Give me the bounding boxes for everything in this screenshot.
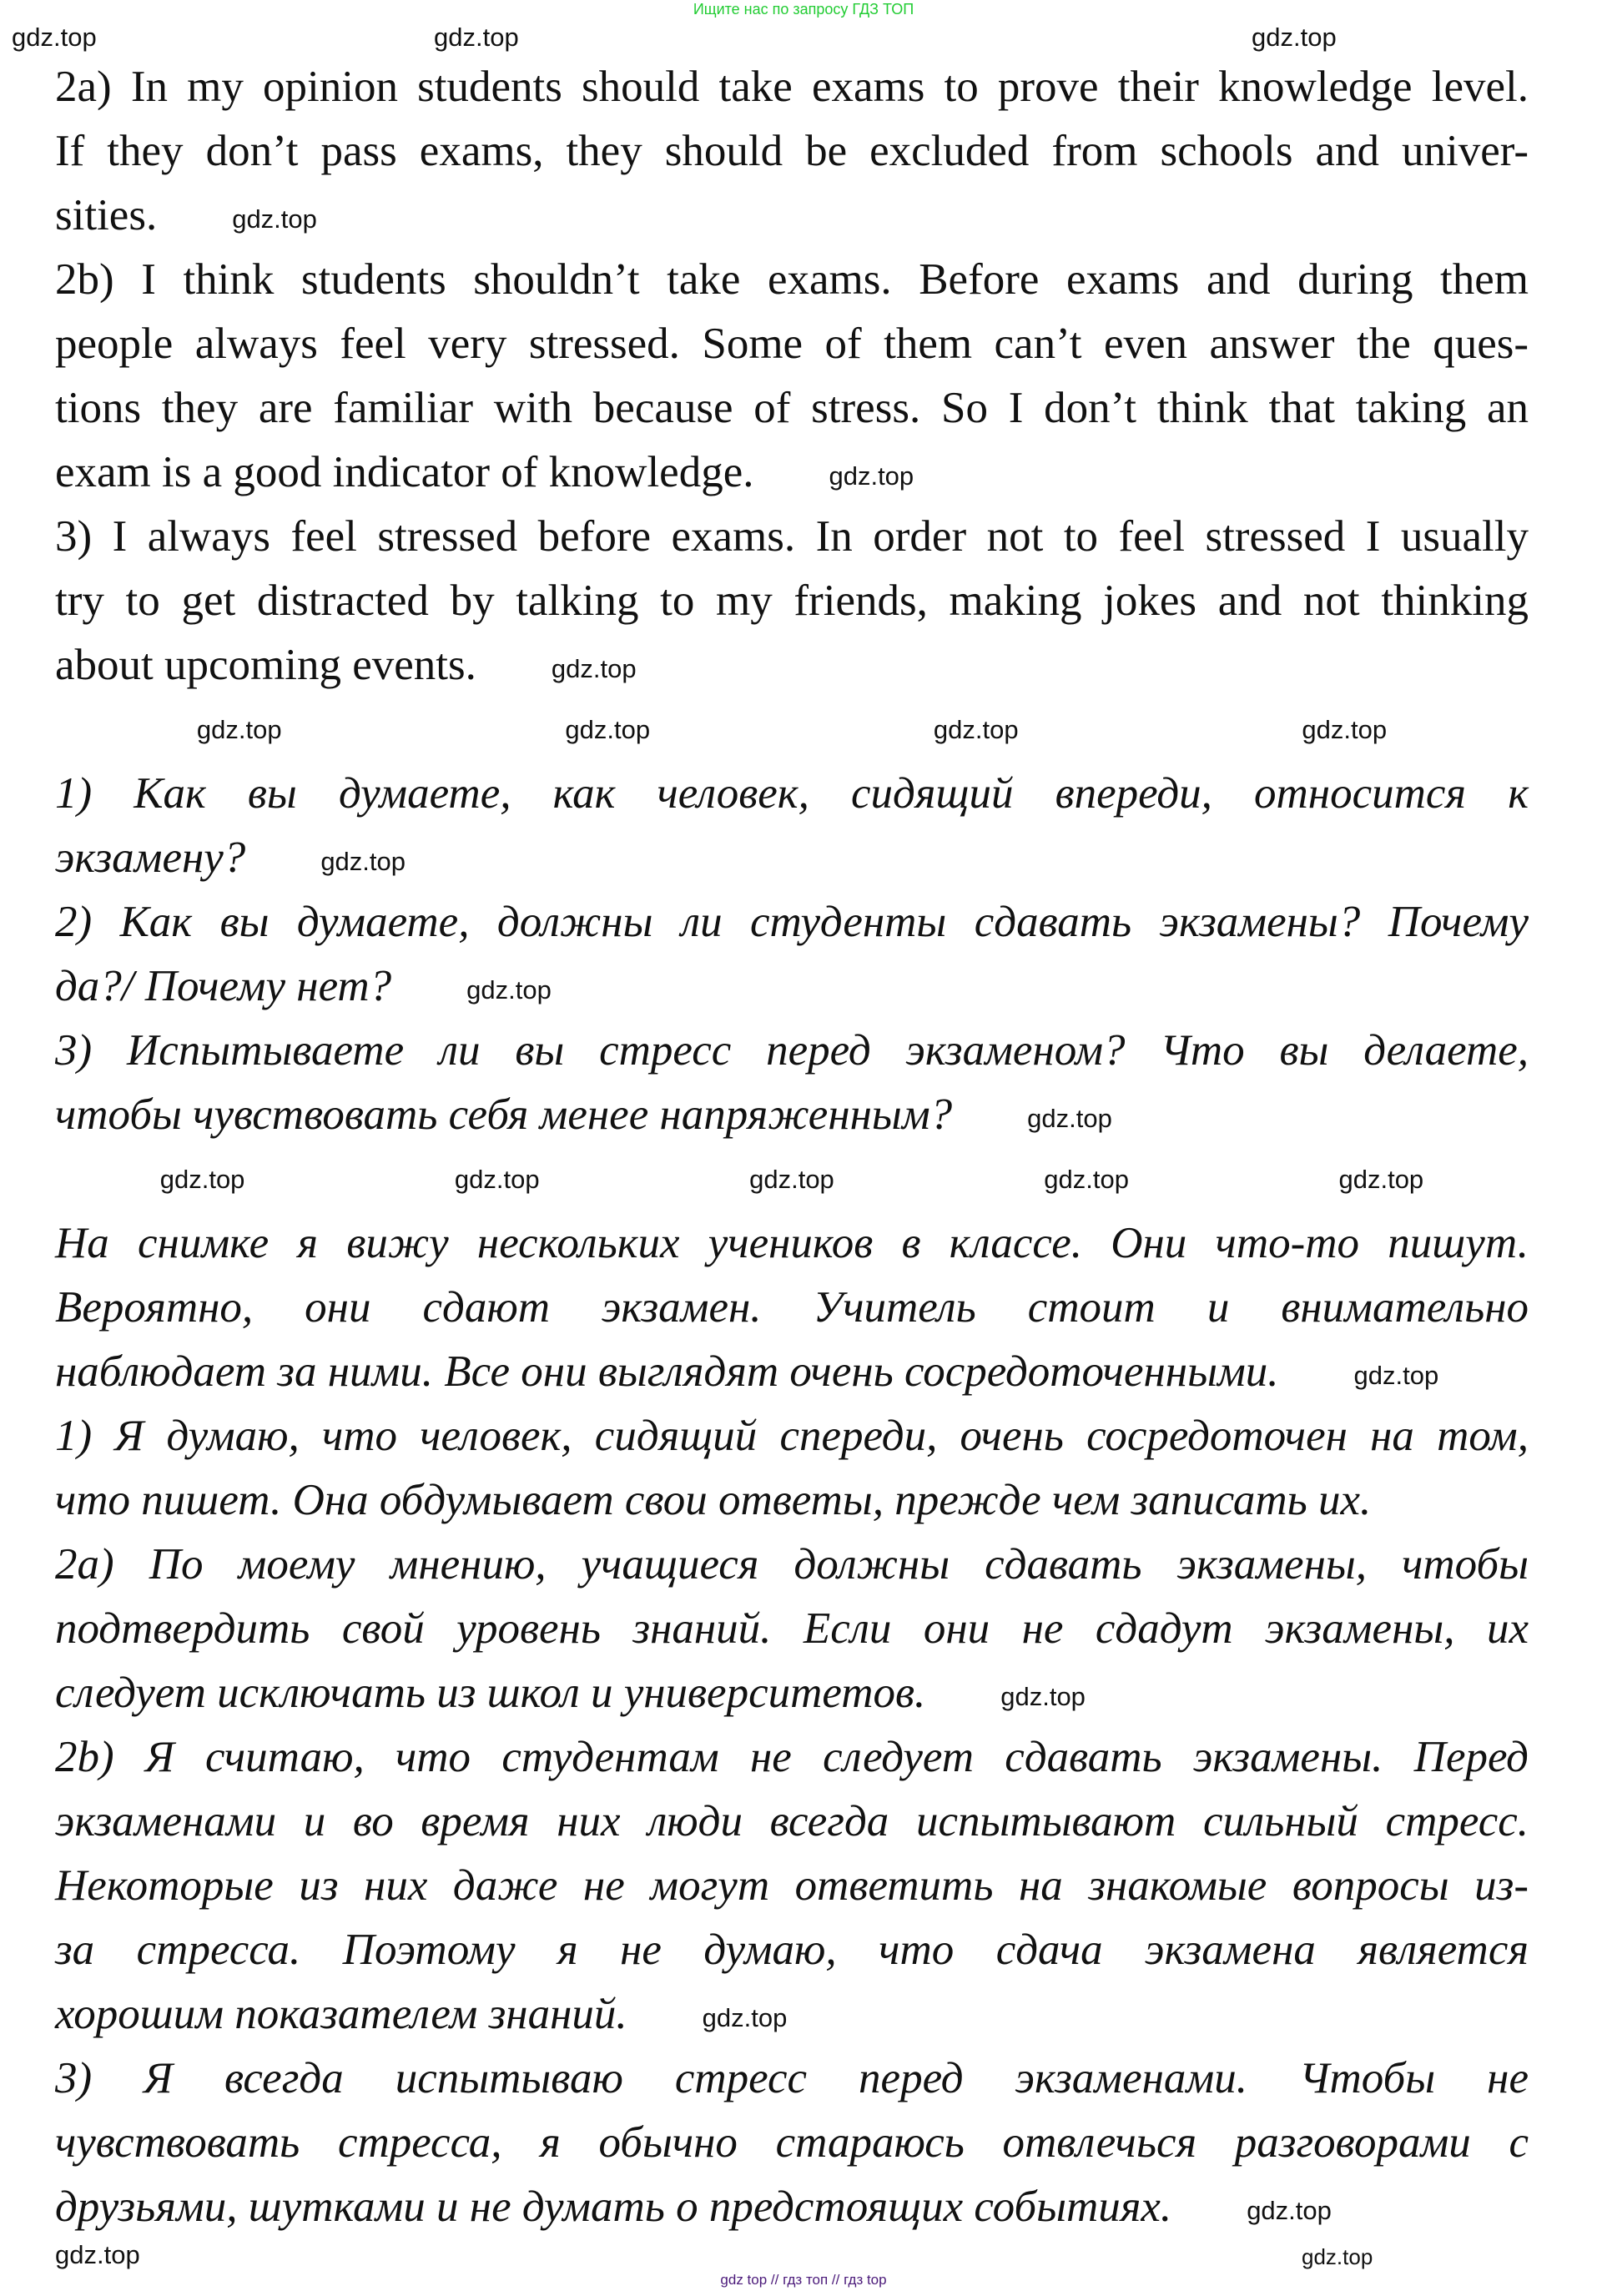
text-line: 2b) Я считаю, что студентам не следует сдавать экзамены. Перед <box>55 1733 1529 1781</box>
text-line: подтвердить свой уровень знаний. Если они не сдадут экзамены, их <box>55 1604 1529 1653</box>
text-line: экзаменами и во время них люди всегда испытывают сильный стресс. <box>55 1797 1529 1845</box>
watermark-text: gdz.top <box>55 2240 140 2269</box>
text-line <box>55 1661 1529 1725</box>
text-line <box>55 1083 1529 1147</box>
watermark-text: gdz.top <box>1353 1360 1439 1390</box>
document-body <box>55 55 1529 2239</box>
text-line-content: следует исключать из школ и университетов. <box>55 1669 926 1717</box>
text-line-content: sities. <box>55 191 158 239</box>
blank-line <box>55 697 1529 762</box>
text-line: 1) Я думаю, что человек, сидящий спереди, очень сосредоточен на том, <box>55 1412 1529 1460</box>
watermark-text: gdz.top <box>1027 1103 1112 1133</box>
watermark-text: gdz.top <box>232 204 317 234</box>
text-line-content: экзамену? <box>55 833 246 882</box>
watermark-text: gdz.top <box>829 461 914 491</box>
text-line-content: да?/ Почему нет? <box>55 962 392 1010</box>
text-line <box>55 1340 1529 1404</box>
text-line-content: хорошим показателем знаний. <box>55 1990 627 2038</box>
text-line-content: чтобы чувствовать себя менее напряженным? <box>55 1090 953 1139</box>
text-line: tions they are familiar with because of stress. So I don’t think that taking an <box>55 384 1529 432</box>
text-line-content: что пишет. Она обдумывает свои ответы, прежде чем записать их. <box>55 1476 1372 1524</box>
text-line <box>55 1468 1529 1533</box>
watermark-text: gdz.top <box>1000 1681 1086 1711</box>
text-line <box>55 1982 1529 2047</box>
english-answers <box>55 55 1529 697</box>
text-line <box>55 2175 1529 2239</box>
watermark-text: gdz.top <box>320 846 406 876</box>
text-line: people always feel very stressed. Some of them can’t even answer the ques- <box>55 320 1529 368</box>
watermark-text: gdz.top <box>1044 1164 1129 1194</box>
watermark-text: gdz.top <box>749 1164 834 1194</box>
text-line: Некоторые из них даже не могут ответить на знакомые вопросы из- <box>55 1861 1529 1910</box>
text-line <box>55 954 1529 1019</box>
watermark-text: gdz.top <box>196 714 282 744</box>
watermark-text: gdz.top <box>434 23 519 52</box>
watermark-text: gdz.top <box>551 653 637 683</box>
text-line: try to get distracted by talking to my friends, making jokes and not thinking <box>55 577 1529 625</box>
watermark-text: gdz.top <box>466 974 552 1004</box>
text-line: If they don’t pass exams, they should be excluded from schools and univer- <box>55 127 1529 175</box>
text-line <box>55 441 1529 505</box>
watermark-text: gdz.top <box>454 1164 540 1194</box>
text-line <box>55 826 1529 890</box>
text-line: 3) Я всегда испытываю стресс перед экзаменами. Чтобы не <box>55 2054 1529 2102</box>
text-line: 2a) По моему мнению, учащиеся должны сдавать экзамены, чтобы <box>55 1540 1529 1589</box>
text-line: 3) I always feel stressed before exams. In order not to feel stressed I usually <box>55 512 1529 561</box>
watermark-text: gdz.top <box>933 714 1019 744</box>
text-line: 2) Как вы думаете, должны ли студенты сдавать экзамены? Почему <box>55 898 1529 946</box>
watermark-text: gdz.top <box>159 1164 245 1194</box>
text-line-content: about upcoming events. <box>55 641 476 689</box>
text-line: за стресса. Поэтому я не думаю, что сдача экзамена является <box>55 1926 1529 1974</box>
text-line-content: друзьями, шутками и не думать о предстоящих событиях. <box>55 2183 1172 2231</box>
footer-links: gdz top // гдз топ // гдз top <box>720 2272 887 2288</box>
text-line: На снимке я вижу нескольких учеников в классе. Они что-то пишут. <box>55 1219 1529 1267</box>
russian-questions <box>55 762 1529 1147</box>
blank-line <box>55 1147 1529 1211</box>
text-line: Вероятно, они сдают экзамен. Учитель стоит и внимательно <box>55 1283 1529 1332</box>
watermark-text: gdz.top <box>1302 714 1388 744</box>
text-line-content: наблюдает за ними. Все они выглядят очень сосредоточенными. <box>55 1347 1279 1396</box>
russian-answers <box>55 1211 1529 2239</box>
text-line: 2b) I think students shouldn’t take exams. Before exams and during them <box>55 255 1529 304</box>
search-hint-banner: Ищите нас по запросу ГДЗ ТОП <box>693 1 914 18</box>
text-line <box>55 184 1529 248</box>
watermark-text: gdz.top <box>1247 2195 1332 2225</box>
watermark-text: gdz.top <box>1302 2244 1373 2269</box>
text-line: 3) Испытываете ли вы стресс перед экзаменом? Что вы делаете, <box>55 1026 1529 1075</box>
watermark-text: gdz.top <box>12 23 97 52</box>
text-line <box>55 633 1529 697</box>
text-line-content: exam is a good indicator of knowledge. <box>55 448 754 496</box>
watermark-text: gdz.top <box>1252 23 1337 52</box>
text-line: чувствовать стресса, я обычно стараюсь отвлечься разговорами с <box>55 2118 1529 2167</box>
text-line: 1) Как вы думаете, как человек, сидящий впереди, относится к <box>55 769 1529 818</box>
text-line: 2a) In my opinion students should take exams to prove their knowledge level. <box>55 63 1529 111</box>
watermark-text: gdz.top <box>702 2002 788 2032</box>
watermark-text: gdz.top <box>1338 1164 1424 1194</box>
watermark-text: gdz.top <box>565 714 651 744</box>
